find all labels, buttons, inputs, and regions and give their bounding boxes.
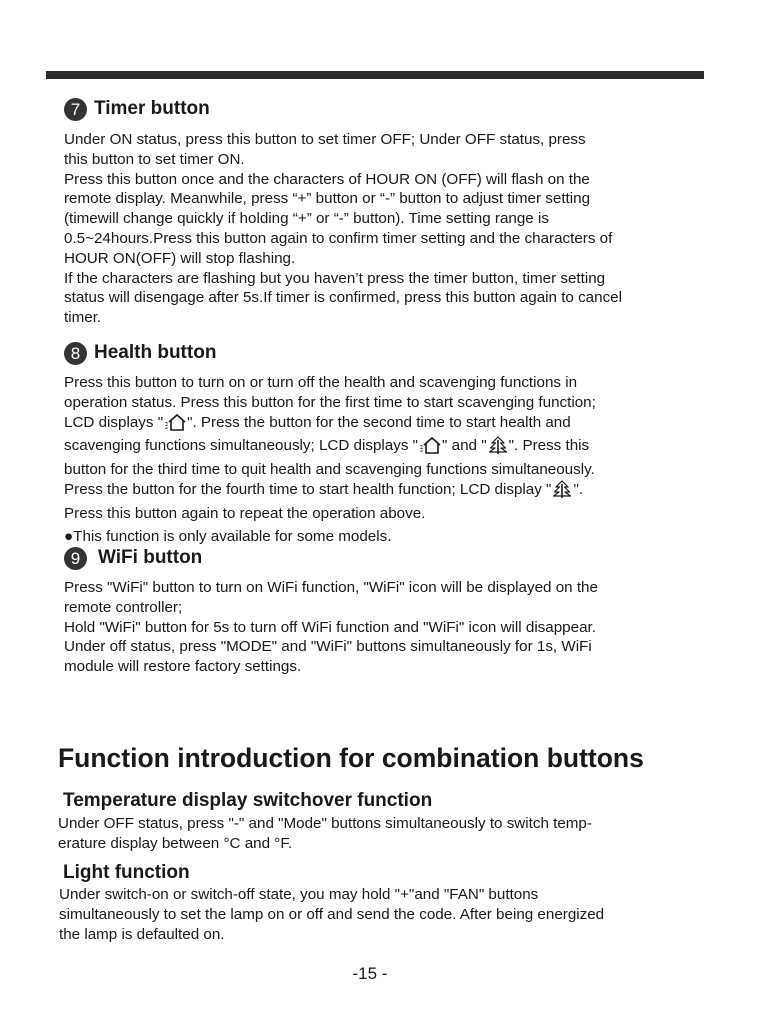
tree-health-icon — [488, 436, 508, 460]
text-line: Press this button again to repeat the operation above. — [64, 504, 426, 522]
availability-note: ●This function is only available for some models. — [64, 527, 392, 545]
text-line: remote display. Meanwhile, press “+” button or “-” button to adjust timer setting — [64, 190, 591, 208]
text-line: timer. — [64, 309, 102, 327]
timer-heading — [64, 97, 210, 121]
text-line: Press this button to turn on or turn off the health and scavenging functions in — [64, 374, 578, 391]
text-line: erature display between °C and °F. — [58, 834, 293, 852]
health-description — [64, 373, 596, 546]
wifi-title: WiFi button — [98, 547, 203, 568]
tree-health-icon — [552, 480, 572, 504]
combination-section-title: Function introduction for combination buttons — [58, 743, 644, 773]
timer-description — [64, 130, 622, 328]
text-line: HOUR ON(OFF) will stop flashing. — [64, 249, 296, 267]
temperature-switch-description — [58, 814, 592, 854]
text-line: remote controller; — [64, 598, 183, 616]
text-line: Under ON status, press this button to set timer OFF; Under OFF status, press — [64, 131, 586, 148]
text-line: Press "WiFi" button to turn on WiFi function, "WiFi" icon will be displayed on the — [64, 579, 598, 596]
text-line: module will restore factory settings. — [64, 658, 302, 676]
temperature-switch-heading: Temperature display switchover function — [63, 790, 433, 811]
text-line: simultaneously to set the lamp on or off and send the code. After being energized — [59, 905, 605, 923]
light-function-description — [59, 885, 604, 944]
health-title: Health button — [94, 342, 217, 363]
section-number-badge: 8 — [64, 342, 87, 365]
section-number-badge: 7 — [64, 98, 87, 121]
page-number: -15 - — [352, 964, 388, 983]
text-line: the lamp is defaulted on. — [59, 925, 225, 943]
text-line: Hold "WiFi" button for 5s to turn off WiFi function and "WiFi" icon will disappear. — [64, 618, 596, 636]
text-line: Under switch-on or switch-off state, you may hold "+"and "FAN" buttons — [59, 886, 539, 903]
text-line: Press the button for the fourth time to start health function; LCD display " ". — [64, 480, 596, 504]
text-line: 0.5~24hours.Press this button again to confirm timer setting and the characters of — [64, 229, 613, 247]
text-line: Under OFF status, press "-" and "Mode" buttons simultaneously to switch temp- — [58, 815, 592, 832]
house-scavenging-icon — [164, 413, 186, 437]
wifi-description — [64, 578, 598, 677]
text-line: scavenging functions simultaneously; LCD displays " " and " ". Press this — [64, 436, 596, 460]
header-rule — [46, 71, 704, 79]
text-line: Press this button once and the characters of HOUR ON (OFF) will flash on the — [64, 170, 590, 188]
house-scavenging-icon — [419, 436, 441, 460]
text-line: Under off status, press "MODE" and "WiFi" buttons simultaneously for 1s, WiFi — [64, 638, 592, 656]
text-line: this button to set timer ON. — [64, 150, 245, 168]
text-line: (timewill change quickly if holding “+” or “-” button). Time setting range is — [64, 210, 549, 228]
wifi-heading — [64, 546, 202, 570]
text-line: operation status. Press this button for the first time to start scavenging function; — [64, 393, 596, 411]
timer-title: Timer button — [94, 98, 210, 119]
health-heading — [64, 341, 216, 365]
text-line: status will disengage after 5s.If timer is confirmed, press this button again to cancel — [64, 289, 622, 307]
text-line: LCD displays " ". Press the button for the second time to start health and — [64, 413, 596, 437]
text-line: If the characters are flashing but you haven’t press the timer button, timer setting — [64, 269, 606, 287]
section-number-badge: 9 — [64, 547, 87, 570]
text-line: button for the third time to quit health and scavenging functions simultaneously. — [64, 461, 595, 479]
light-function-heading: Light function — [63, 862, 190, 883]
